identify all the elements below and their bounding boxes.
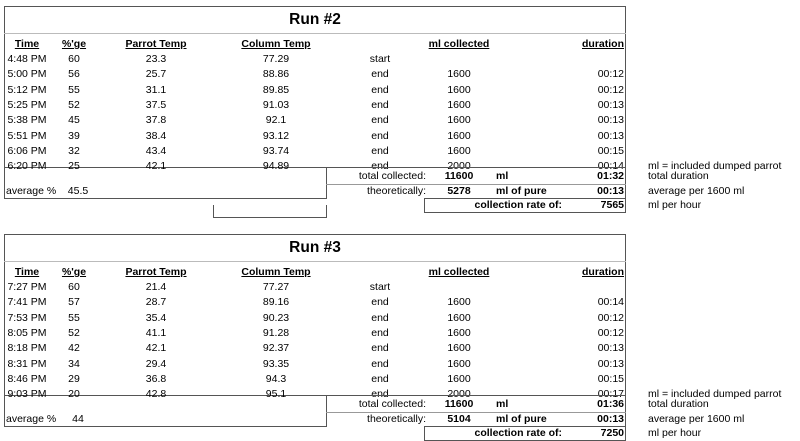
cell-column: 92.37 — [262, 342, 290, 355]
cell-ml: 1600 — [447, 372, 471, 385]
cell-time: 8:46 PM — [7, 372, 47, 385]
run2-title: Run #2 — [289, 11, 341, 28]
side-note: ml per hour — [648, 427, 702, 439]
cell-pct: 42 — [68, 342, 80, 355]
average-label: average % — [6, 413, 57, 425]
cell-time: 8:18 PM — [7, 342, 47, 355]
cell-ml: 1600 — [447, 129, 471, 142]
cell-column: 95.1 — [265, 388, 287, 401]
cell-time: 7:41 PM — [7, 296, 47, 309]
cell-parrot: 23.3 — [145, 53, 167, 65]
run2-total-row — [4, 169, 626, 184]
header-pct: %'ge — [61, 266, 87, 278]
table-row — [4, 341, 626, 356]
cell-time: 6:20 PM — [7, 160, 47, 173]
run3-title: Run #3 — [289, 239, 341, 256]
header-parrot: Parrot Temp — [125, 266, 187, 278]
cell-pct: 32 — [68, 144, 80, 157]
cell-duration — [564, 280, 624, 295]
cell-time: 5:51 PM — [7, 129, 47, 142]
cell-duration: 00:12 — [597, 311, 624, 324]
header-duration: duration — [582, 266, 624, 278]
total-collected-value: 11600 — [444, 170, 474, 182]
cell-pct: 34 — [68, 357, 80, 370]
cell-pct: 60 — [68, 281, 80, 293]
cell-ml: 1600 — [447, 311, 471, 324]
cell-ml: 1600 — [447, 83, 471, 96]
total-collected-label: total collected: — [358, 398, 426, 410]
cell-duration: 00:13 — [597, 114, 624, 127]
cell-ml: 1600 — [447, 114, 471, 127]
cell-status: end — [371, 83, 389, 96]
cell-duration: 00:12 — [597, 83, 624, 96]
cell-duration: 00:14 — [597, 296, 624, 309]
cell-parrot: 25.7 — [145, 68, 167, 81]
cell-pct: 52 — [68, 326, 80, 339]
cell-column: 94.3 — [265, 372, 287, 385]
table-row — [4, 67, 626, 82]
cell-ml — [424, 52, 494, 67]
cell-duration: 00:13 — [597, 342, 624, 355]
run3-total-row — [4, 397, 626, 412]
average-value: 45.5 — [67, 185, 89, 197]
cell-parrot: 36.8 — [145, 372, 167, 385]
cell-parrot: 42.1 — [145, 160, 167, 173]
header-parrot: Parrot Temp — [125, 38, 187, 50]
cell-status: end — [371, 311, 389, 324]
cell-duration: 00:13 — [597, 98, 624, 111]
theoretically-unit: ml of pure — [496, 413, 547, 425]
cell-column: 77.27 — [262, 281, 290, 293]
side-note: total duration — [648, 398, 709, 410]
cell-duration: 00:15 — [597, 144, 624, 157]
cell-ml: 1600 — [447, 68, 471, 81]
cell-ml: 1600 — [447, 144, 471, 157]
collection-rate-value: 7250 — [600, 427, 624, 439]
cell-column: 77.29 — [262, 53, 290, 65]
cell-duration: 00:13 — [597, 129, 624, 142]
run2-average-row — [4, 184, 626, 199]
cell-duration: 00:15 — [597, 372, 624, 385]
total-collected-label: total collected: — [358, 170, 426, 182]
cell-column: 93.74 — [262, 144, 290, 157]
run3-summary-top — [326, 395, 626, 396]
cell-time: 4:48 PM — [7, 53, 47, 65]
table-row — [4, 372, 626, 387]
header-ml: ml collected — [428, 38, 490, 50]
cell-parrot: 35.4 — [145, 311, 167, 324]
cell-parrot: 38.4 — [145, 129, 167, 142]
cell-duration: 00:12 — [597, 326, 624, 339]
cell-time: 5:12 PM — [7, 83, 47, 96]
avg-duration-value: 00:13 — [597, 185, 624, 197]
table-row — [4, 129, 626, 144]
table-row — [4, 98, 626, 113]
cell-duration: 00:13 — [597, 357, 624, 370]
theoretically-label: theoretically: — [367, 413, 426, 425]
cell-parrot: 28.7 — [145, 296, 167, 309]
cell-parrot: 21.4 — [145, 281, 167, 293]
cell-time: 5:00 PM — [7, 68, 47, 81]
cell-column: 89.85 — [262, 83, 290, 96]
avg-duration-value: 00:13 — [597, 413, 624, 425]
theoretically-value: 5278 — [447, 185, 471, 197]
header-column: Column Temp — [241, 38, 311, 50]
total-duration-value: 01:36 — [597, 398, 624, 410]
cell-status: start — [369, 281, 391, 293]
header-column: Column Temp — [241, 266, 311, 278]
cell-ml: 1600 — [447, 326, 471, 339]
cell-outline-fragment — [213, 205, 327, 218]
table-row — [4, 295, 626, 310]
cell-parrot: 29.4 — [145, 357, 167, 370]
cell-status: start — [369, 53, 391, 65]
run2-summary-top — [326, 167, 626, 168]
cell-ml: 1600 — [447, 342, 471, 355]
total-collected-unit: ml — [496, 170, 509, 182]
cell-column: 93.35 — [262, 357, 290, 370]
cell-column: 91.28 — [262, 326, 290, 339]
header-pct: %'ge — [61, 38, 87, 50]
cell-parrot: 31.1 — [145, 83, 167, 96]
cell-status: end — [371, 98, 389, 111]
cell-pct: 55 — [68, 83, 80, 96]
cell-time: 7:27 PM — [7, 281, 47, 293]
cell-ml: 1600 — [447, 357, 471, 370]
cell-pct: 45 — [68, 114, 80, 127]
cell-pct: 55 — [68, 311, 80, 324]
cell-parrot: 43.4 — [145, 144, 167, 157]
cell-column: 89.16 — [262, 296, 290, 309]
cell-time: 9:03 PM — [7, 388, 47, 401]
side-note: total duration — [648, 170, 709, 182]
run2-header-row — [4, 37, 626, 52]
cell-status: end — [371, 326, 389, 339]
run2-frame-inner — [4, 33, 626, 34]
table-row — [4, 144, 626, 159]
cell-column: 93.12 — [262, 129, 290, 142]
cell-column: 94.89 — [262, 160, 290, 173]
header-duration: duration — [582, 38, 624, 50]
run3-table — [4, 234, 626, 439]
cell-parrot: 41.1 — [145, 326, 167, 339]
collection-rate-label: collection rate of: — [474, 427, 562, 439]
table-row — [4, 357, 626, 372]
table-row — [4, 311, 626, 326]
total-collected-value: 11600 — [444, 398, 474, 410]
cell-status: end — [371, 68, 389, 81]
collection-rate-label: collection rate of: — [474, 199, 562, 211]
table-row — [4, 113, 626, 128]
total-collected-unit: ml — [496, 398, 509, 410]
average-value: 44 — [72, 413, 84, 425]
cell-status: end — [371, 296, 389, 309]
cell-parrot: 42.1 — [145, 342, 167, 355]
cell-column: 91.03 — [262, 98, 290, 111]
run3-rate-row — [4, 426, 626, 441]
side-note: average per 1600 ml — [648, 185, 745, 197]
cell-pct: 39 — [68, 129, 80, 142]
header-time: Time — [14, 266, 40, 278]
side-note: ml per hour — [648, 199, 702, 211]
cell-column: 88.86 — [262, 68, 290, 81]
cell-time: 8:05 PM — [7, 326, 47, 339]
cell-pct: 20 — [68, 388, 80, 401]
table-row — [4, 83, 626, 98]
cell-time: 6:06 PM — [7, 144, 47, 157]
cell-time: 5:25 PM — [7, 98, 47, 111]
cell-status: end — [371, 372, 389, 385]
side-note: ml = included dumped parrot — [648, 388, 782, 401]
cell-status: end — [371, 114, 389, 127]
cell-column: 92.1 — [265, 114, 287, 127]
theoretically-value: 5104 — [447, 413, 471, 425]
table-row — [4, 326, 626, 341]
cell-duration: 00:12 — [597, 68, 624, 81]
header-ml: ml collected — [428, 266, 490, 278]
cell-status: end — [371, 129, 389, 142]
cell-time: 8:31 PM — [7, 357, 47, 370]
cell-parrot: 37.8 — [145, 114, 167, 127]
cell-status: end — [371, 357, 389, 370]
cell-duration — [564, 52, 624, 67]
cell-column: 90.23 — [262, 311, 290, 324]
side-note: ml = included dumped parrot — [648, 160, 782, 173]
cell-pct: 25 — [68, 160, 80, 173]
cell-parrot: 42.8 — [145, 388, 167, 401]
cell-ml: 1600 — [447, 98, 471, 111]
theoretically-unit: ml of pure — [496, 185, 547, 197]
cell-time: 7:53 PM — [7, 311, 47, 324]
run3-frame-inner — [4, 261, 626, 262]
run3-average-row — [4, 412, 626, 427]
cell-pct: 52 — [68, 98, 80, 111]
side-note: average per 1600 ml — [648, 413, 745, 425]
header-time: Time — [14, 38, 40, 50]
theoretically-label: theoretically: — [367, 185, 426, 197]
cell-pct: 56 — [68, 68, 80, 81]
run3-header-row — [4, 265, 626, 280]
collection-rate-value: 7565 — [600, 199, 624, 211]
cell-status: end — [371, 342, 389, 355]
cell-pct: 60 — [68, 53, 80, 65]
run2-table — [4, 6, 626, 211]
total-duration-value: 01:32 — [597, 170, 624, 182]
cell-ml: 1600 — [447, 296, 471, 309]
average-label: average % — [6, 185, 57, 197]
table-row — [4, 52, 626, 67]
cell-time: 5:38 PM — [7, 114, 47, 127]
cell-parrot: 37.5 — [145, 98, 167, 111]
cell-pct: 57 — [68, 296, 80, 309]
table-row — [4, 280, 626, 295]
cell-pct: 29 — [68, 372, 80, 385]
cell-ml — [424, 280, 494, 295]
cell-status: end — [371, 144, 389, 157]
